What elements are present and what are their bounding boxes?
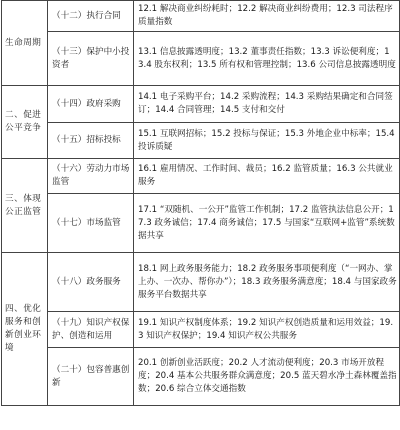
table-row [2, 86, 400, 123]
indicators-cell: 14.1 电子采购平台；14.2 采购流程；14.3 采购结果确定和合同签订；14.4 合同管理；14.5 支付和交付 [134, 86, 400, 123]
indicators-cell: 16.1 雇用情况、工作时间、裁员；16.2 监管质量；16.3 公共就业服务 [134, 159, 400, 194]
indicators-cell: 15.1 互联网招标；15.2 投标与保证；15.3 外地企业中标率；15.4 投诉质疑 [134, 123, 400, 159]
indicators-cell: 13.1 信息披露透明度；13.2 董事责任指数；13.3 诉讼便利度；13.4 股东权利；13.5 所有权和管理控制；13.6 公司信息披露透明度 [134, 32, 400, 86]
item-cell: （十八）政务服务 [48, 253, 134, 312]
table-row [2, 32, 400, 86]
table-row [2, 194, 400, 253]
item-cell: （十七）市场监管 [48, 194, 134, 253]
item-cell: （二十）包容普惠创新 [48, 348, 134, 406]
category-cell: 生命周期 [2, 1, 48, 86]
indicators-cell: 12.1 解决商业纠纷耗时；12.2 解决商业纠纷费用；12.3 司法程序质量指数 [134, 1, 400, 32]
table-row [2, 123, 400, 159]
item-cell: （十三）保护中小投资者 [48, 32, 134, 86]
indicators-cell: 19.1 知识产权制度体系；19.2 知识产权创造质量和运用效益；19.3 知识产权保护；19.4 知识产权公共服务 [134, 312, 400, 348]
item-cell: （十六）劳动力市场监管 [48, 159, 134, 194]
table-row [2, 348, 400, 406]
item-cell: （十二）执行合同 [48, 1, 134, 32]
category-cell: 四、优化服务和创新创业环境 [2, 253, 48, 406]
indicators-cell: 17.1 “双随机、一公开”监管工作机制；17.2 监管执法信息公开；17.3 政务诚信；17.4 商务诚信；17.5 与国家“互联网+监管”系统数据共享 [134, 194, 400, 253]
table-row [2, 159, 400, 194]
indicators-cell: 18.1 网上政务服务能力；18.2 政务服务事项便利度（“一网办、掌上办、一次办、帮你办”）；18.3 政务服务满意度；18.4 与国家政务服务平台数据共享 [134, 253, 400, 312]
table-row [2, 1, 400, 32]
item-cell: （十五）招标投标 [48, 123, 134, 159]
item-cell: （十四）政府采购 [48, 86, 134, 123]
item-cell: （十九）知识产权保护、创造和运用 [48, 312, 134, 348]
indicator-table [1, 0, 400, 406]
category-cell: 三、体现公正监管 [2, 159, 48, 253]
category-cell: 二、促进公平竞争 [2, 86, 48, 159]
table-row [2, 253, 400, 312]
table-row [2, 312, 400, 348]
indicators-cell: 20.1 创新创业活跃度；20.2 人才流动便利度；20.3 市场开放程度；20.4 基本公共服务群众满意度；20.5 蓝天碧水净土森林覆盖指数；20.6 综合立体交通指数 [134, 348, 400, 406]
